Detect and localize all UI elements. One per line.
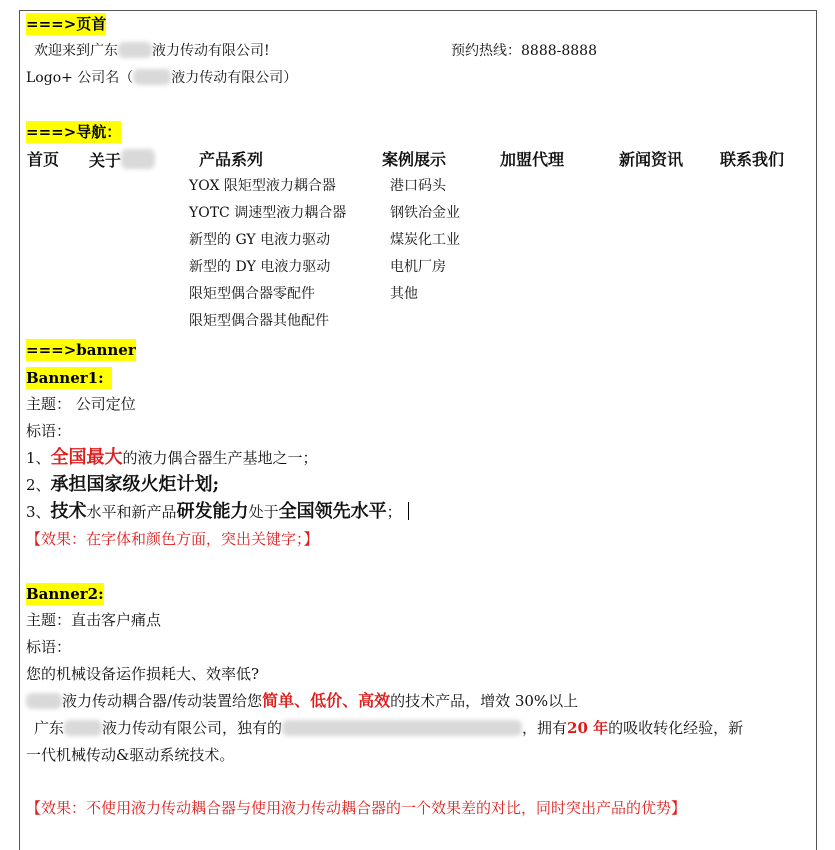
nav-item-products[interactable]: 产品系列 — [199, 150, 264, 169]
keyword: 研发能力 — [176, 501, 249, 522]
logo-line — [26, 67, 297, 89]
logo-prefix: Logo+ 公司名（ — [26, 70, 134, 86]
product-item[interactable]: 限矩型偶合器其他配件 — [189, 313, 329, 329]
nav-item-news[interactable]: 新闻资讯 — [619, 150, 684, 169]
case-item[interactable]: 煤炭化工业 — [390, 232, 460, 248]
banner1-slogan-line2: 2、承担国家级火炬计划; — [26, 474, 220, 495]
welcome-prefix: 欢迎来到广东 — [34, 43, 118, 59]
case-item[interactable]: 港口码头 — [390, 178, 446, 194]
nav-item-about[interactable]: 关于 — [89, 149, 155, 172]
logo-suffix: 液力传动有限公司） — [171, 70, 298, 86]
banner1-slogan-label: 标语： — [26, 422, 72, 440]
welcome-suffix: 液力传动有限公司! — [152, 43, 270, 59]
product-item[interactable]: 限矩型偶合器零配件 — [189, 286, 315, 302]
banner2-line3: 广东 液力传动有限公司，独有的 ，拥有20 年的吸收转化经验，新 — [34, 719, 744, 737]
nav-item-home[interactable]: 首页 — [27, 150, 60, 169]
case-item[interactable]: 电机厂房 — [390, 259, 446, 275]
text-cursor — [408, 502, 409, 520]
redacted-technology-name — [282, 720, 522, 736]
banner1-slogan-line1: 1、全国最大的液力偶合器生产基地之一； — [26, 447, 318, 468]
banner1-label: Banner1: — [26, 367, 112, 389]
banner2-line4: 一代机械传动&驱动系统技术。 — [26, 746, 235, 764]
redacted-text — [121, 149, 155, 169]
banner1-theme: 主题： 公司定位 — [26, 395, 136, 413]
nav-item-franchise[interactable]: 加盟代理 — [500, 150, 565, 169]
section-label-banner: ===>banner — [26, 341, 136, 359]
keyword: 承担国家级火炬计划; — [50, 474, 220, 495]
redacted-company-name — [64, 720, 102, 736]
case-item[interactable]: 钢铁冶金业 — [390, 205, 460, 221]
product-item[interactable]: 新型的 DY 电液力驱动 — [189, 259, 331, 275]
banner2-line2: 液力传动耦合器/传动装置给您简单、低价、高效的技术产品，增效 30%以上 — [26, 690, 578, 712]
keyword: 全国最大 — [50, 447, 123, 468]
banner2-slogan-label: 标语： — [26, 638, 72, 656]
product-item[interactable]: YOTC 调速型液力耦合器 — [189, 205, 347, 221]
banner1-slogan-line3: 3、技术水平和新产品研发能力处于全国领先水平； — [26, 501, 409, 523]
banner2-effect-note: 【效果：不使用液力传动耦合器与使用液力传动耦合器的一个效果差的对比，同时突出产品的优势】 — [26, 799, 687, 817]
banner2-label: Banner2: — [26, 585, 104, 603]
keyword: 20 年 — [567, 719, 609, 737]
banner1-effect-note: 【效果：在字体和颜色方面，突出关键字；】 — [26, 530, 319, 548]
redacted-company-name — [26, 693, 62, 709]
banner2-theme: 主题：直击客户痛点 — [26, 611, 162, 629]
nav-item-contact[interactable]: 联系我们 — [720, 150, 785, 169]
product-item[interactable]: 新型的 GY 电液力驱动 — [189, 232, 331, 248]
keyword: 简单、低价、高效 — [262, 691, 391, 710]
case-item[interactable]: 其他 — [390, 286, 418, 302]
section-label-nav: ===>导航： — [26, 123, 122, 141]
product-item[interactable]: YOX 限矩型液力耦合器 — [189, 178, 336, 194]
banner2-line1: 您的机械设备运作损耗大、效率低? — [26, 665, 260, 683]
welcome-line — [34, 40, 270, 62]
redacted-company-name — [118, 42, 152, 58]
redacted-company-name — [133, 69, 171, 85]
keyword: 技术 — [50, 501, 87, 522]
hotline-text: 预约热线：8888-8888 — [451, 43, 597, 59]
section-label-header: ===>页首 — [26, 15, 107, 33]
keyword: 全国领先水平 — [278, 501, 387, 522]
nav-item-cases[interactable]: 案例展示 — [382, 150, 447, 169]
